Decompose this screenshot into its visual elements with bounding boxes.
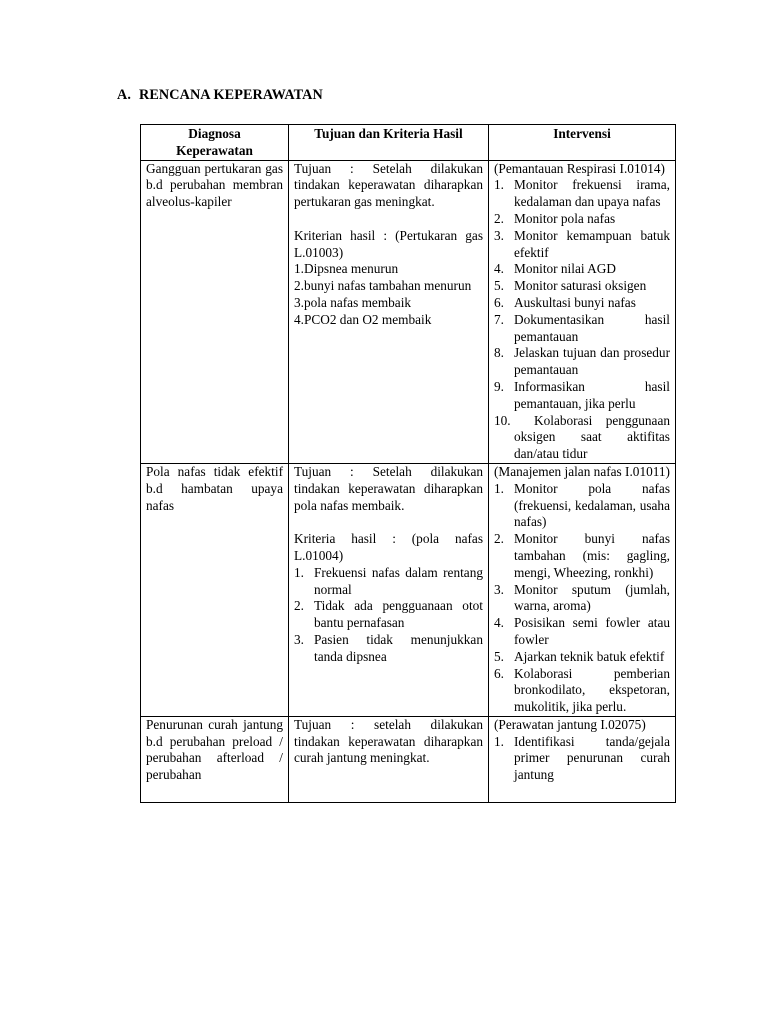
diagnosa-text: Penurunan curah jantung b.d perubahan preload / perubahan afterload / perubahan <box>146 716 283 783</box>
list-item: 1. Identifikasi tanda/gejala primer penurunan curah jantung <box>494 733 670 783</box>
section-number: A. <box>117 87 131 103</box>
list-item: 3. Monitor sputum (jumlah, warna, aroma) <box>494 581 670 614</box>
section-heading <box>117 87 323 104</box>
tujuan-cell <box>289 463 489 716</box>
list-item: 3. Pasien tidak menunjukkan tanda dipsnea <box>294 631 483 664</box>
list-item: 1. Monitor frekuensi irama, kedalaman dan upaya nafas <box>494 177 670 210</box>
care-plan-table <box>140 124 676 803</box>
header-diagnosa: Diagnosa Keperawatan <box>141 125 289 161</box>
kriteria-item: 4.PCO2 dan O2 membaik <box>294 311 432 327</box>
intervensi-cell <box>489 463 676 716</box>
section-title: RENCANA KEPERAWATAN <box>139 87 323 103</box>
list-item: 10. Kolaborasi penggunaan oksigen saat aktifitas dan/atau tidur <box>494 412 670 462</box>
intervensi-list <box>494 481 670 716</box>
intervensi-list <box>494 734 670 784</box>
list-item: 8. Jelaskan tujuan dan prosedur pemantauan <box>494 345 670 378</box>
diagnosa-text: Pola nafas tidak efektif b.d hambatan upaya nafas <box>146 463 283 513</box>
list-item: 3. Monitor kemampuan batuk efektif <box>494 227 670 260</box>
list-item: 2. Monitor pola nafas <box>494 210 616 226</box>
diagnosa-cell <box>141 716 289 802</box>
kriteria-intro: Kriterian hasil : (Pertukaran gas L.01003) <box>294 227 483 260</box>
table-header-row <box>141 125 676 161</box>
intervensi-cell <box>489 716 676 802</box>
kriteria-intro: Kriteria hasil : (pola nafas L.01004) <box>294 531 483 563</box>
intervensi-cell <box>489 160 676 463</box>
header-intervensi: Intervensi <box>489 125 676 161</box>
list-item: 5. Ajarkan teknik batuk efektif <box>494 648 665 664</box>
tujuan-cell <box>289 716 489 802</box>
list-item: 7. Dokumentasikan hasil pemantauan <box>494 311 670 344</box>
diagnosa-text: Gangguan pertukaran gas b.d perubahan membran alveolus-kapiler <box>146 160 283 210</box>
tujuan-text: Tujuan : Setelah dilakukan tindakan keperawatan diharapkan pola nafas membaik. <box>294 463 483 513</box>
tujuan-text: Tujuan : Setelah dilakukan tindakan keperawatan diharapkan pertukaran gas meningkat. <box>294 160 483 210</box>
list-item: 1. Frekuensi nafas dalam rentang normal <box>294 564 483 597</box>
header-tujuan: Tujuan dan Kriteria Hasil <box>289 125 489 161</box>
kriteria-list <box>294 565 483 666</box>
list-item: 1. Monitor pola nafas (frekuensi, kedalaman, usaha nafas) <box>494 480 670 530</box>
list-item: 5. Monitor saturasi oksigen <box>494 278 647 294</box>
tujuan-cell <box>289 160 489 463</box>
list-item: 2. Tidak ada pengguanaan otot bantu pernafasan <box>294 598 483 631</box>
kriteria-item: 3.pola nafas membaik <box>294 294 412 310</box>
diagnosa-cell <box>141 463 289 716</box>
list-item: 6. Auskultasi bunyi nafas <box>494 294 636 310</box>
list-item: 4. Posisikan semi fowler atau fowler <box>494 615 670 647</box>
list-item: 2. Monitor bunyi nafas tambahan (mis: gagling, mengi, Wheezing, ronkhi) <box>494 531 670 580</box>
intervensi-intro: (Pemantauan Respirasi I.01014) <box>494 160 665 176</box>
list-item: 6. Kolaborasi pemberian bronkodilato, ekspetoran, mukolitik, jika perlu. <box>494 665 670 715</box>
table-row <box>141 160 676 463</box>
list-item: 9. Informasikan hasil pemantauan, jika perlu <box>494 378 670 411</box>
table-row <box>141 463 676 716</box>
list-item: 4. Monitor nilai AGD <box>494 261 616 277</box>
table-row <box>141 716 676 802</box>
kriteria-item: 2.bunyi nafas tambahan menurun <box>294 278 472 294</box>
tujuan-text: Tujuan : setelah dilakukan tindakan keperawatan diharapkan curah jantung meningkat. <box>294 716 483 766</box>
intervensi-intro: (Manajemen jalan nafas I.01011) <box>494 463 670 479</box>
intervensi-intro: (Perawatan jantung I.02075) <box>494 716 646 732</box>
kriteria-item: 1.Dipsnea menurun <box>294 261 399 277</box>
diagnosa-cell <box>141 160 289 463</box>
intervensi-list <box>494 177 670 463</box>
